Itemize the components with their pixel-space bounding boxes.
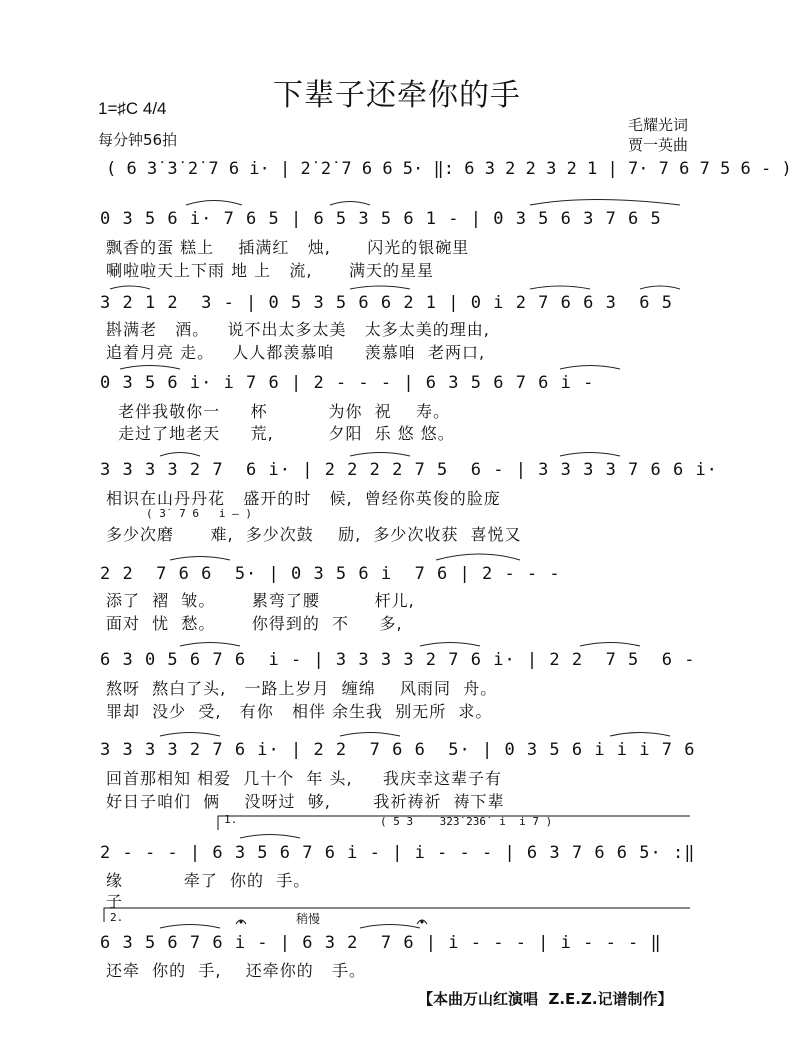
- notes-system-9: 6 3 5 6 7 6 i - | 6 3 2 7 6 | i - - - | i - - - ‖: [100, 933, 662, 953]
- volta-2-bracket: [104, 908, 690, 922]
- lyrics-system-2-verse-2: 追着月亮 走。 人人都羡慕咱 羡慕咱 老两口,: [106, 343, 486, 362]
- lyrics-system-8-verse-1: 缘 牵了 你的 手。: [106, 871, 311, 890]
- key-signature: 1=♯C 4/4: [98, 99, 167, 118]
- notes-system-1: 0 3 5 6 i· 7 6 5 | 6 5 3 5 6 1 - | 0 3 5 6 3 7 6 5: [100, 209, 662, 229]
- notes-system-6: 6 3 0 5 6 7 6 i - | 3 3 3 3 2 7 6 i· | 2 2 7 5 6 -: [100, 650, 696, 670]
- lyrics-system-1-verse-1: 飘香的蛋 糕上 插满红 烛, 闪光的银碗里: [106, 238, 470, 257]
- lyrics-system-5-verse-2: 面对 忧 愁。 你得到的 不 多,: [106, 614, 403, 633]
- notes-system-7: 3 3 3 3 2 7 6 i· | 2 2 7 6 6 5· | 0 3 5 6 i i i 7 6: [100, 740, 696, 760]
- lyrics-system-1-verse-2: 唰啦啦天上下雨 地 上 流, 满天的星星: [106, 261, 435, 280]
- notes-system-3: 0 3 5 6 i· i 7 6 | 2 - - - | 6 3 5 6 7 6 i -: [100, 373, 595, 393]
- lyrics-system-9-verse-1: 还牵 你的 手, 还牵你的 手。: [106, 961, 367, 980]
- lyrics-system-5-verse-1: 添了 褶 皱。 累弯了腰 杆儿,: [106, 591, 415, 610]
- ossia-system-8: ( 5 3 3̇2̇3̇ 2̇3̇6̇ i i 7 ): [380, 815, 553, 828]
- lyrics-system-2-verse-1: 斟满老 酒。 说不出太多太美 太多太美的理由,: [106, 320, 490, 339]
- tempo-marking: 每分钟56拍: [98, 131, 178, 149]
- lyrics-system-4-verse-1: 相识在山丹丹花 盛开的时 候, 曾经你英俊的脸庞: [106, 489, 501, 508]
- lyrics-system-8-verse-2: 子: [106, 892, 124, 911]
- page-title: 下辈子还牵你的手: [273, 78, 521, 113]
- lyrics-system-6-verse-2: 罪却 没少 受, 有你 相伴 余生我 别无所 求。: [106, 702, 493, 721]
- lyrics-system-6-verse-1: 熬呀 熬白了头, 一路上岁月 缠绵 风雨同 舟。: [106, 679, 498, 698]
- tempo-change-marking: 稍慢: [296, 912, 321, 926]
- lyrics-system-7-verse-1: 回首那相知 相爱 几十个 年 头, 我庆幸这辈子有: [106, 769, 503, 788]
- intro-notes: ( 6 3̇ 3̇ 2̇ 7 6 i· | 2̇ 2̇ 7 6 6 5· ‖: 6 3 2 2 3 2 1 | 7· 7 6 7 5 6 - ): [106, 159, 792, 179]
- notes-system-2: 3 2 1 2 3 - | 0 5 3 5 6 6 2 1 | 0 i 2 7 6 6 3 6 5: [100, 293, 673, 313]
- notes-system-5: 2 2 7 6 6 5· | 0 3 5 6 i 7 6 | 2 - - -: [100, 564, 561, 584]
- lyrics-system-3-verse-1: 老伴我敬你一 杯 为你 祝 寿。: [106, 402, 450, 421]
- volta-2-label: 2.: [110, 911, 124, 924]
- notes-system-8: 2 - - - | 6 3 5 6 7 6 i - | i - - - | 6 3 7 6 6 5· :‖: [100, 843, 696, 863]
- lyrics-system-3-verse-2: 走过了地老天 荒, 夕阳 乐 悠 悠。: [106, 424, 455, 443]
- volta-1-label: 1.: [224, 813, 238, 826]
- ossia-system-4: ( 3̇ 7 6 i — ): [146, 507, 252, 520]
- composer-credit: 贾一英曲: [628, 136, 689, 154]
- footer-credit: 【本曲万山红演唱 Z.E.Z.记谱制作】: [418, 990, 673, 1008]
- lyricist-credit: 毛耀光词: [628, 116, 689, 134]
- notes-system-4: 3 3 3 3 2 7 6 i· | 2 2 2 2 7 5 6 - | 3 3 3 3 7 6 6 i·: [100, 460, 718, 480]
- lyrics-system-7-verse-2: 好日子咱们 俩 没呀过 够, 我祈祷祈 祷下辈: [106, 792, 505, 811]
- lyrics-system-4-verse-2: 多少次磨 难, 多少次鼓 励, 多少次收获 喜悦又: [106, 525, 522, 544]
